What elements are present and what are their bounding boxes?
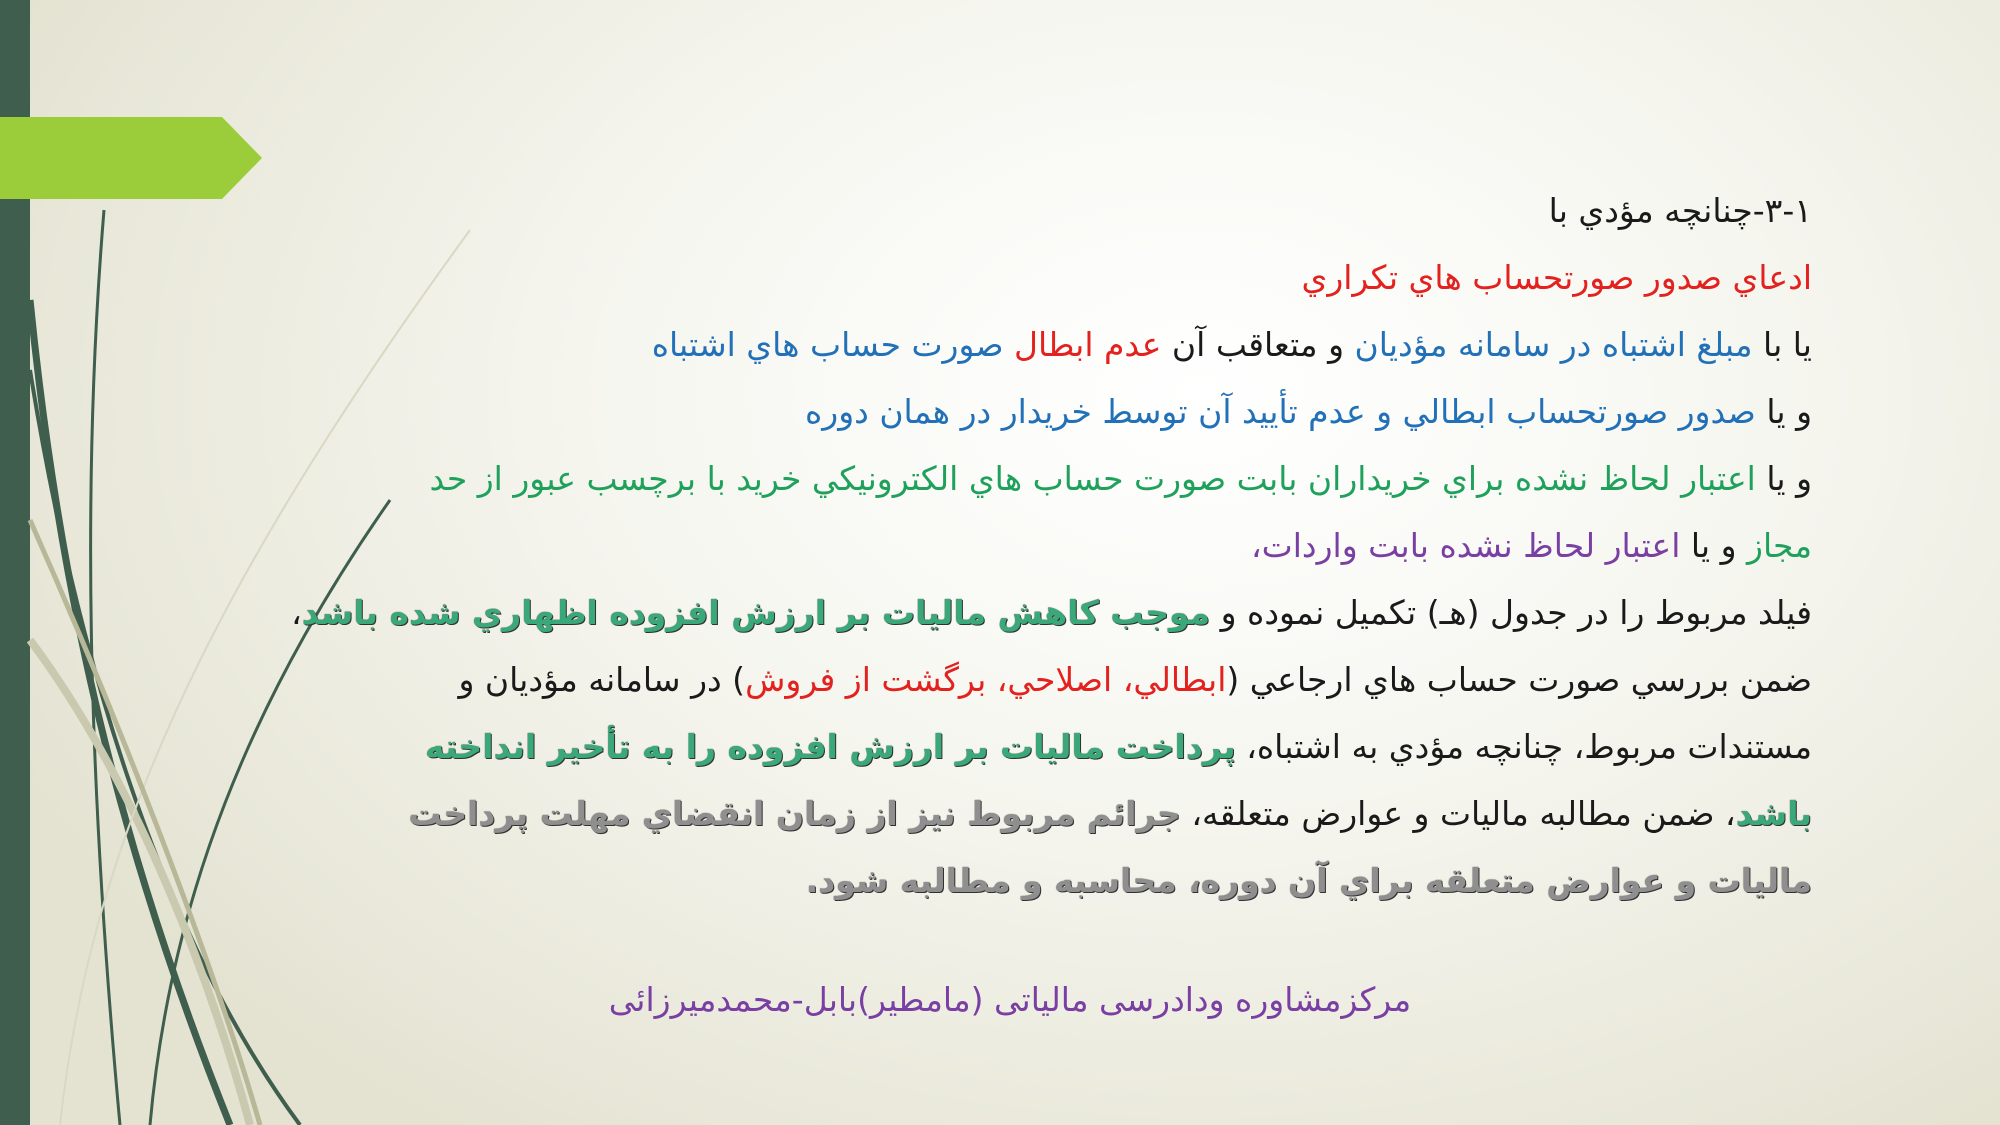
line-10-b: ، ضمن مطالبه ماليات و عوارض متعلقه، xyxy=(1180,794,1736,833)
line-4-b: صدور صورتحساب ابطالي و عدم تأييد آن توسط خريدار در همان دوره xyxy=(804,392,1756,431)
line-7-b: موجب كاهش ماليات بر ارزش افزوده اظهاري شده باشد xyxy=(301,593,1211,632)
line-1-text: ۳-۱-چنانچه مؤدي با xyxy=(1548,191,1812,230)
line-1 xyxy=(276,177,1812,244)
line-6 xyxy=(276,512,1812,579)
line-7-c: ، xyxy=(291,593,302,632)
line-7 xyxy=(276,579,1812,646)
line-8-b: ابطالي، اصلاحي، برگشت از فروش xyxy=(745,660,1227,699)
line-10 xyxy=(276,780,1812,847)
line-3-b: مبلغ اشتباه در سامانه مؤديان xyxy=(1354,325,1753,364)
line-3-d: عدم ابطال xyxy=(1014,325,1162,364)
line-8-c: ) در سامانه مؤديان و xyxy=(458,660,746,699)
line-5-a: و يا xyxy=(1755,459,1812,498)
line-2 xyxy=(276,244,1812,311)
line-3-c: و متعاقب آن xyxy=(1161,325,1355,364)
slide-body xyxy=(276,177,1812,914)
line-4 xyxy=(276,378,1812,445)
line-8 xyxy=(276,646,1812,713)
green-arrow-shape xyxy=(0,117,262,199)
line-8-a: ضمن بررسي صورت حساب هاي ارجاعي ( xyxy=(1226,660,1812,699)
line-9 xyxy=(276,713,1812,780)
line-6-c: اعتبار لحاظ نشده بابت واردات، xyxy=(1251,526,1681,565)
line-10-c: جرائم مربوط نيز از زمان انقضاي مهلت پرداخت xyxy=(408,794,1181,833)
line-3 xyxy=(276,311,1812,378)
line-4-a: و يا xyxy=(1755,392,1812,431)
line-7-a: فيلد مربوط را در جدول (هـ) تكميل نموده و xyxy=(1210,593,1812,632)
line-10-a: باشد xyxy=(1735,794,1812,833)
line-5-b: اعتبار لحاظ نشده براي خريداران بابت صورت حساب هاي الكترونيكي خريد با برچسب عبور از حد xyxy=(429,459,1756,498)
line-11 xyxy=(276,847,1812,914)
line-6-b: و يا xyxy=(1680,526,1748,565)
line-9-a: مستندات مربوط، چنانچه مؤدي به اشتباه، xyxy=(1235,727,1812,766)
line-11-text: ماليات و عوارض متعلقه براي آن دوره، محاسبه و مطالبه شود. xyxy=(805,861,1812,900)
line-5 xyxy=(276,445,1812,512)
line-3-a: يا با xyxy=(1752,325,1812,364)
line-9-b: پرداخت ماليات بر ارزش افزوده را به تأخير انداخته xyxy=(424,727,1236,766)
line-6-a: مجاز xyxy=(1747,526,1812,565)
line-2-text: ادعاي صدور صورتحساب هاي تكراري xyxy=(1301,258,1812,297)
line-3-e: صورت حساب هاي اشتباه xyxy=(651,325,1015,364)
footer-credit: مرکزمشاوره ودادرسی مالیاتی (مامطیر)بابل-محمدمیرزائی xyxy=(608,980,1412,1019)
